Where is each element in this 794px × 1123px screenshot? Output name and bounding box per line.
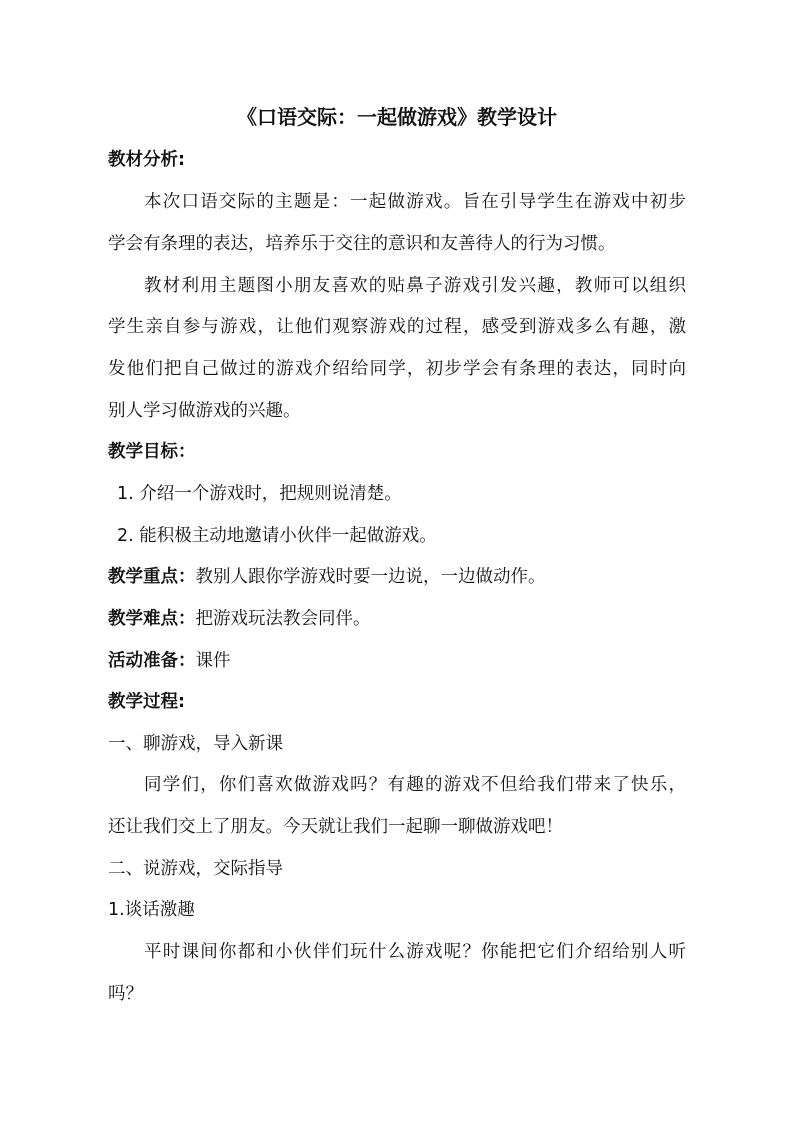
material-paragraph-2-line-1: 教材利用主题图小朋友喜欢的贴鼻子游戏引发兴趣，教师可以组织 bbox=[144, 276, 686, 296]
difficulty-text: 把游戏玩法教会同伴。 bbox=[195, 609, 371, 629]
part-1-paragraph-line-2: 还让我们交上了朋友。今天就让我们一起聊一聊做游戏吧！ bbox=[108, 817, 563, 837]
preparation-label: 活动准备： bbox=[108, 651, 196, 671]
material-paragraph-1-line-2: 学会有条理的表达，培养乐于交往的意识和友善待人的行为习惯。 bbox=[108, 234, 616, 254]
material-paragraph-1-line-1: 本次口语交际的主题是：一起做游戏。旨在引导学生在游戏中初步 bbox=[144, 192, 686, 212]
step-1-paragraph-line-2: 吗？ bbox=[108, 984, 143, 1004]
teaching-process-heading: 教学过程: bbox=[108, 692, 185, 712]
part-1-title: 一、聊游戏，导入新课 bbox=[108, 734, 283, 754]
material-paragraph-2-line-3: 发他们把自己做过的游戏介绍给同学，初步学会有条理的表达，同时向 bbox=[108, 359, 686, 379]
material-paragraph-2-line-4: 别人学习做游戏的兴趣。 bbox=[108, 401, 301, 421]
document-title: 《口语交际：一起做游戏》教学设计 bbox=[237, 105, 557, 129]
material-paragraph-2-line-2: 学生亲自参与游戏，让他们观察游戏的过程，感受到游戏多么有趣，激 bbox=[108, 317, 686, 337]
key-point-label: 教学重点： bbox=[108, 567, 196, 587]
preparation-row bbox=[108, 649, 231, 673]
part-2-title: 二、说游戏，交际指导 bbox=[108, 859, 283, 879]
difficulty-row bbox=[108, 607, 371, 631]
key-point-text: 教别人跟你学游戏时要一边说，一边做动作。 bbox=[195, 567, 546, 587]
difficulty-label: 教学难点： bbox=[108, 609, 196, 629]
preparation-text: 课件 bbox=[195, 651, 231, 671]
part-1-paragraph-line-1: 同学们，你们喜欢做游戏吗？有趣的游戏不但给我们带来了快乐， bbox=[144, 775, 686, 795]
step-1-paragraph-line-1: 平时课间你都和小伙伴们玩什么游戏呢？你能把它们介绍给别人听 bbox=[144, 942, 686, 962]
goal-item-1: 1. 介绍一个游戏时，把规则说清楚。 bbox=[117, 484, 402, 504]
material-analysis-heading: 教材分析: bbox=[108, 150, 185, 170]
key-point-row bbox=[108, 565, 546, 589]
goal-item-2: 2. 能积极主动地邀请小伙伴一起做游戏。 bbox=[117, 526, 437, 546]
teaching-goals-heading: 教学目标： bbox=[108, 442, 196, 462]
step-1-title: 1.谈话激趣 bbox=[108, 900, 195, 920]
